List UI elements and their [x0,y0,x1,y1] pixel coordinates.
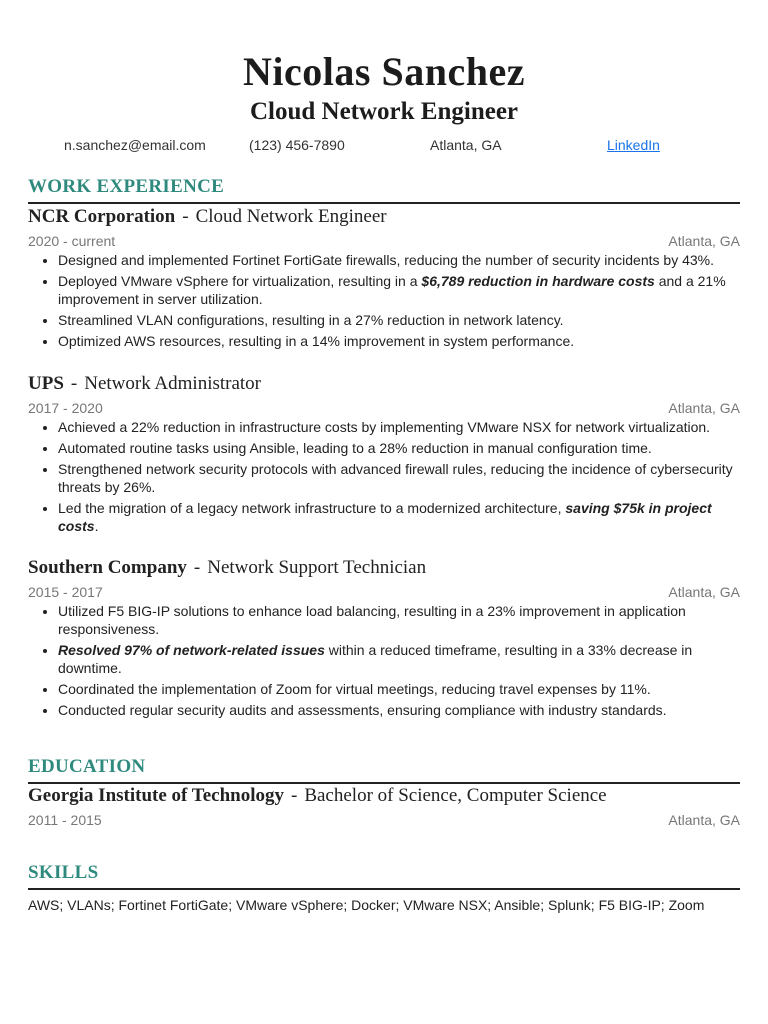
education-separator: - [290,785,298,806]
education-location: Atlanta, GA [668,812,740,828]
job-meta [28,231,740,250]
contact-email[interactable]: n.sanchez@email.com [64,137,206,153]
job-location: Atlanta, GA [668,400,740,416]
job-dates: 2015 - 2017 [28,584,103,600]
job-heading [28,206,740,230]
bullet-item: • Deployed VMware vSphere for virtualization, resulting in a $6,789 reduction in hardware costs and a 21% improvement in server utilization. [58,272,740,308]
contact-location: Atlanta, GA [430,137,502,153]
job-company: Southern Company [28,557,187,578]
candidate-name: Nicolas Sanchez [243,49,525,94]
bullet-item: • Automated routine tasks using Ansible, leading to a 28% reduction in manual configuration time. [58,439,740,457]
job-bullets [28,602,740,719]
section-title-education: EDUCATION [28,756,740,784]
job-heading [28,373,740,397]
education-school: Georgia Institute of Technology [28,785,284,806]
section-title-skills: SKILLS [28,862,740,890]
job-location: Atlanta, GA [668,584,740,600]
job-ups [28,373,740,538]
bullet-item: • Streamlined VLAN configurations, resulting in a 27% reduction in network latency. [58,311,740,329]
job-bullets [28,251,740,350]
skills-list: AWS; VLANs; Fortinet FortiGate; VMware vSphere; Docker; VMware NSX; Ansible; Splunk; F5 BIG-IP; Zoom [28,897,705,913]
job-ncr [28,206,740,353]
education-dates: 2011 - 2015 [28,812,102,828]
job-position: Network Support Technician [207,557,427,578]
job-separator: - [182,206,189,227]
bullet-item: • Conducted regular security audits and assessments, ensuring compliance with industry standards. [58,701,740,719]
section-title-work: WORK EXPERIENCE [28,176,740,204]
bullet-item: • Utilized F5 BIG-IP solutions to enhance load balancing, resulting in a 23% improvement in application responsiveness. [58,602,740,638]
job-dates: 2020 - current [28,233,116,249]
bullet-item: • Optimized AWS resources, resulting in a 14% improvement in system performance. [58,332,740,350]
work-experience-section [28,176,740,204]
job-meta [28,582,740,601]
job-bullets [28,418,740,535]
contact-phone: (123) 456-7890 [249,137,345,153]
bullet-item: • Strengthened network security protocols with advanced firewall rules, reducing the incidence of cybersecurity threats by 26%. [58,460,740,496]
education-heading [28,785,740,809]
job-location: Atlanta, GA [668,233,740,249]
job-company: UPS [28,373,64,394]
job-southern-company [28,557,740,722]
job-dates: 2017 - 2020 [28,400,103,416]
linkedin-link[interactable]: LinkedIn [607,137,660,153]
bullet-item: • Led the migration of a legacy network infrastructure to a modernized architecture, saving $75k in project costs. [58,499,740,535]
job-company: NCR Corporation [28,206,176,227]
bullet-item: • Designed and implemented Fortinet FortiGate firewalls, reducing the number of security incidents by 43%. [58,251,740,269]
bullet-item: • Achieved a 22% reduction in infrastructure costs by implementing VMware NSX for network virtualization. [58,418,740,436]
education-degree: Bachelor of Science, [304,785,463,806]
job-separator: - [70,373,78,394]
job-separator: - [193,557,201,578]
contact-bar [28,137,740,155]
education-entry [28,785,740,829]
education-section [28,756,740,784]
education-field: Computer Science [466,785,607,806]
job-position: Network Administrator [84,373,262,394]
job-position: Cloud Network Engineer [195,206,387,227]
bullet-item: • Coordinated the implementation of Zoom for virtual meetings, reducing travel expenses by 11%. [58,680,740,698]
job-heading [28,557,740,581]
candidate-role: Cloud Network Engineer [249,98,519,125]
bullet-item: • Resolved 97% of network-related issues within a reduced timeframe, resulting in a 33% decrease in downtime. [58,641,740,677]
job-meta [28,398,740,417]
education-meta [28,810,740,829]
skills-section [28,862,740,913]
